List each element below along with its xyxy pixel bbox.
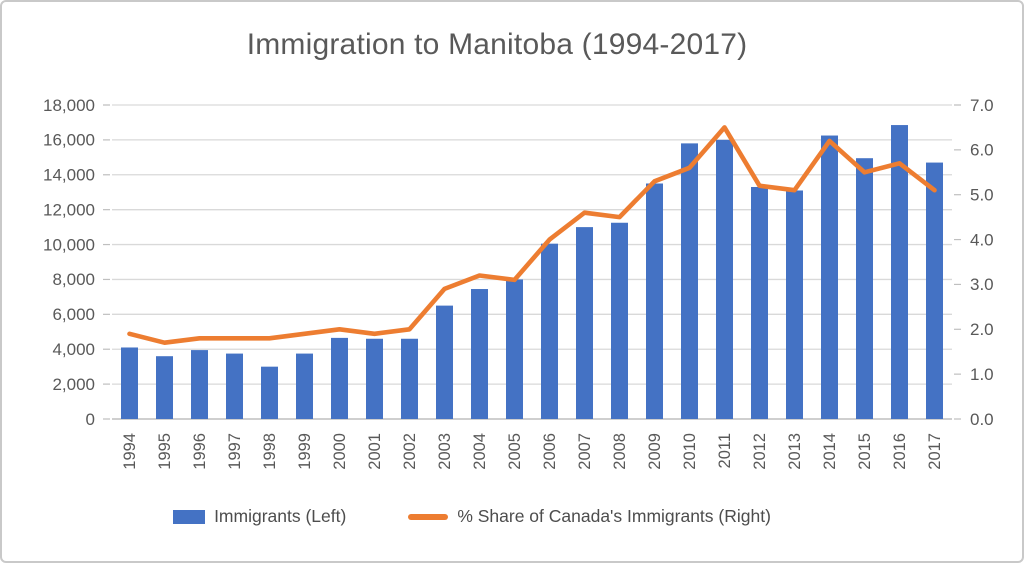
left-axis-label: 12,000 (43, 200, 95, 220)
x-axis-label-2016: 2016 (891, 433, 910, 470)
legend-item-share (408, 506, 771, 527)
right-axis-label: 3.0 (970, 275, 994, 295)
x-axis-label-2000: 2000 (331, 433, 350, 470)
bar-1998 (261, 367, 278, 419)
right-axis-label: 5.0 (970, 185, 994, 205)
right-axis-label: 2.0 (970, 320, 994, 340)
legend-item-immigrants (173, 506, 346, 527)
x-axis-label-2017: 2017 (926, 433, 945, 470)
chart-plot-area (2, 2, 1024, 563)
bar-series-swatch (173, 510, 205, 524)
chart-legend (2, 506, 942, 527)
x-axis-label-2001: 2001 (366, 433, 385, 470)
x-axis-label-1999: 1999 (296, 433, 315, 470)
right-axis-label: 1.0 (970, 364, 994, 384)
x-axis-label-2004: 2004 (471, 433, 490, 470)
left-axis-label: 18,000 (43, 95, 95, 115)
left-axis-label: 2,000 (52, 374, 95, 394)
bar-2001 (366, 339, 383, 419)
bar-2008 (611, 223, 628, 419)
bar-2005 (506, 279, 523, 419)
x-axis-label-1997: 1997 (226, 433, 245, 470)
bar-2015 (856, 158, 873, 419)
x-axis-label-2009: 2009 (646, 433, 665, 470)
bar-2011 (716, 140, 733, 419)
legend-label-share: % Share of Canada's Immigrants (Right) (457, 506, 771, 526)
bar-2014 (821, 136, 838, 419)
x-axis-label-2007: 2007 (576, 433, 595, 470)
x-axis-label-2012: 2012 (751, 433, 770, 470)
x-axis-label-2014: 2014 (821, 433, 840, 470)
bar-2003 (436, 306, 453, 419)
bar-2002 (401, 339, 418, 419)
share-line (130, 127, 935, 342)
right-axis-label: 7.0 (970, 95, 994, 115)
line-series-swatch (408, 514, 448, 520)
x-axis-label-1995: 1995 (156, 433, 175, 470)
left-axis-label: 16,000 (43, 130, 95, 150)
right-axis-label: 4.0 (970, 230, 994, 250)
left-axis-label: 14,000 (43, 165, 95, 185)
x-axis-label-2003: 2003 (436, 433, 455, 470)
x-axis-label-2005: 2005 (506, 433, 525, 470)
bar-2017 (926, 163, 943, 419)
legend-label-immigrants: Immigrants (Left) (214, 506, 347, 526)
bar-2012 (751, 187, 768, 419)
left-axis-label: 8,000 (52, 270, 95, 290)
bar-1994 (121, 347, 138, 419)
bar-2004 (471, 289, 488, 419)
bar-2009 (646, 184, 663, 420)
left-axis-label: 4,000 (52, 340, 95, 360)
x-axis-label-2015: 2015 (856, 433, 875, 470)
bar-2006 (541, 244, 558, 419)
x-axis-label-2008: 2008 (611, 433, 630, 470)
right-axis-label: 0.0 (970, 409, 994, 429)
left-axis-label: 0 (85, 409, 95, 429)
bar-2010 (681, 143, 698, 419)
bar-1995 (156, 356, 173, 419)
x-axis-label-2002: 2002 (401, 433, 420, 470)
bar-1996 (191, 350, 208, 419)
x-axis-label-1994: 1994 (121, 433, 140, 470)
bar-2007 (576, 227, 593, 419)
x-axis-label-2006: 2006 (541, 433, 560, 470)
chart-title: Immigration to Manitoba (1994-2017) (246, 28, 748, 61)
x-axis-label-2010: 2010 (681, 433, 700, 470)
bar-1997 (226, 354, 243, 419)
left-axis-label: 10,000 (43, 235, 95, 255)
left-axis-label: 6,000 (52, 305, 95, 325)
right-axis-label: 6.0 (970, 140, 994, 160)
x-axis-label-1996: 1996 (191, 433, 210, 470)
x-axis-label-1998: 1998 (261, 433, 280, 470)
x-axis-label-2013: 2013 (786, 433, 805, 470)
bar-2013 (786, 190, 803, 419)
x-axis-label-2011: 2011 (716, 433, 735, 469)
bar-2000 (331, 338, 348, 419)
bar-1999 (296, 354, 313, 419)
